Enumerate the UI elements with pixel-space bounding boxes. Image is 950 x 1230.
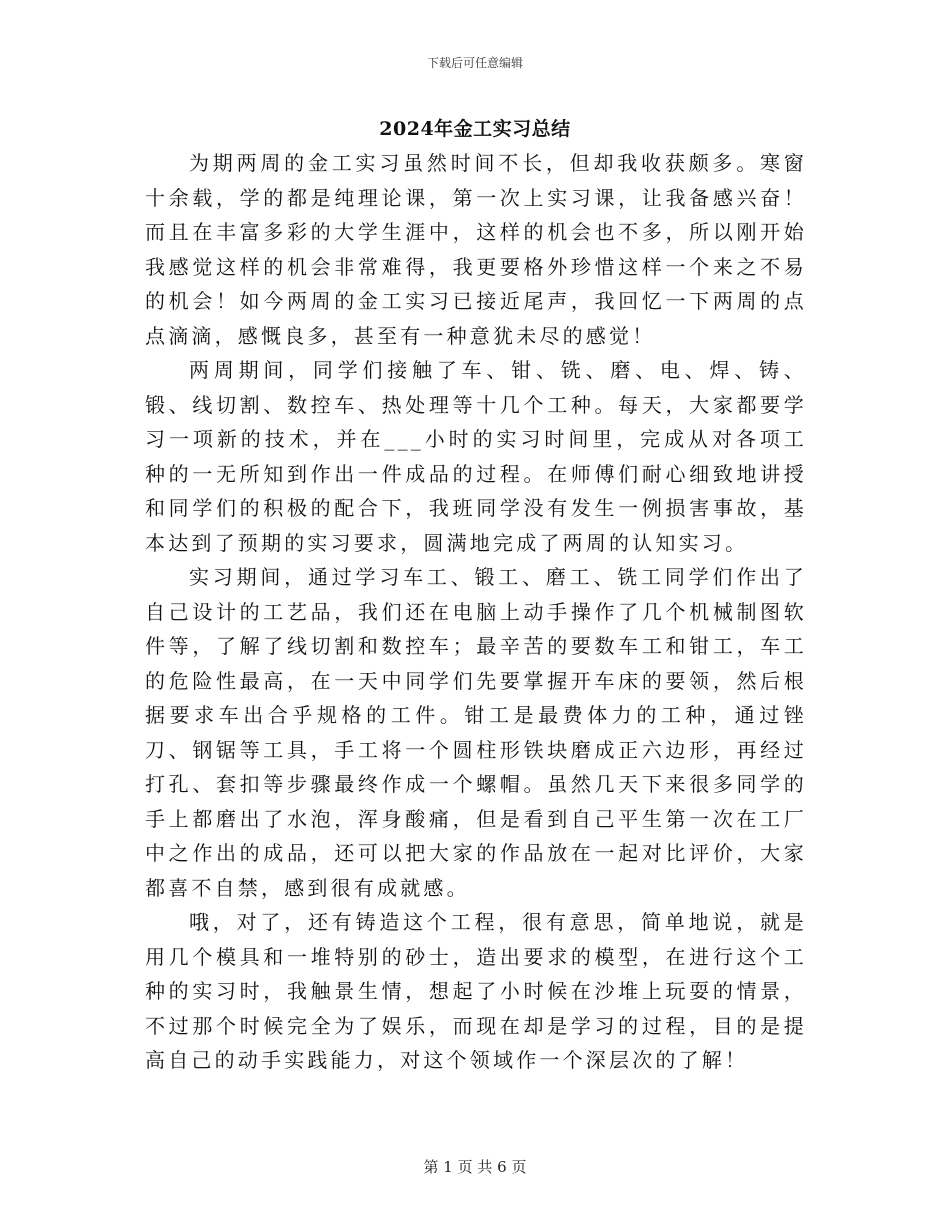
header-note: 下载后可任意编辑	[426, 56, 523, 70]
paragraph-3: 实习期间，通过学习车工、锻工、磨工、铣工同学们作出了自己设计的工艺品，我们还在电脑上动手操作了几个机械制图软件等，了解了线切割和数控车；最辛苦的要数车工和钳工，车工的危险性最高，在一天中同学们先要掌握开车床的要领，然后根据要求车出合乎规格的工件。钳工是最费体力的工种，通过锉刀、钢锯等工具，手工将一个圆柱形铁块磨成正六边形，再经过打孔、套扣等步骤最终作成一个螺帽。虽然几天下来很多同学的手上都磨出了水泡，浑身酸痛，但是看到自己平生第一次在工厂中之作出的成品，还可以把大家的作品放在一起对比评价，大家都喜不自禁，感到很有成就感。	[145, 565, 807, 900]
document-title: 2024年金工实习总结	[379, 118, 571, 140]
paragraph-2: 两周期间，同学们接触了车、钳、铣、磨、电、焊、铸、锻、线切割、数控车、热处理等十几个工种。每天，大家都要学习一项新的技术，并在___小时的实习时间里，完成从对各项工种的一无所知到作出一件成品的过程。在师傅们耐心细致地讲授和同学们的积极的配合下，我班同学没有发生一例损害事故，基本达到了预期的实习要求，圆满地完成了两周的认知实习。	[145, 358, 807, 555]
document-body	[145, 146, 807, 1078]
paragraph-1: 为期两周的金工实习虽然时间不长，但却我收获颇多。寒窗十余载，学的都是纯理论课，第一次上实习课，让我备感兴奋！而且在丰富多彩的大学生涯中，这样的机会也不多，所以刚开始我感觉这样的机会非常难得，我更要格外珍惜这样一个来之不易的机会！如今两周的金工实习已接近尾声，我回忆一下两周的点点滴滴，感慨良多，甚至有一种意犹未尽的感觉！	[145, 151, 807, 348]
page-number: 第 1 页 共 6 页	[423, 1158, 527, 1176]
paragraph-4: 哦，对了，还有铸造这个工程，很有意思，简单地说，就是用几个模具和一堆特别的砂士，造出要求的模型，在进行这个工种的实习时，我触景生情，想起了小时候在沙堆上玩耍的情景，不过那个时候完全为了娱乐，而现在却是学习的过程，目的是提高自己的动手实践能力，对这个领域作一个深层次的了解！	[145, 910, 807, 1072]
